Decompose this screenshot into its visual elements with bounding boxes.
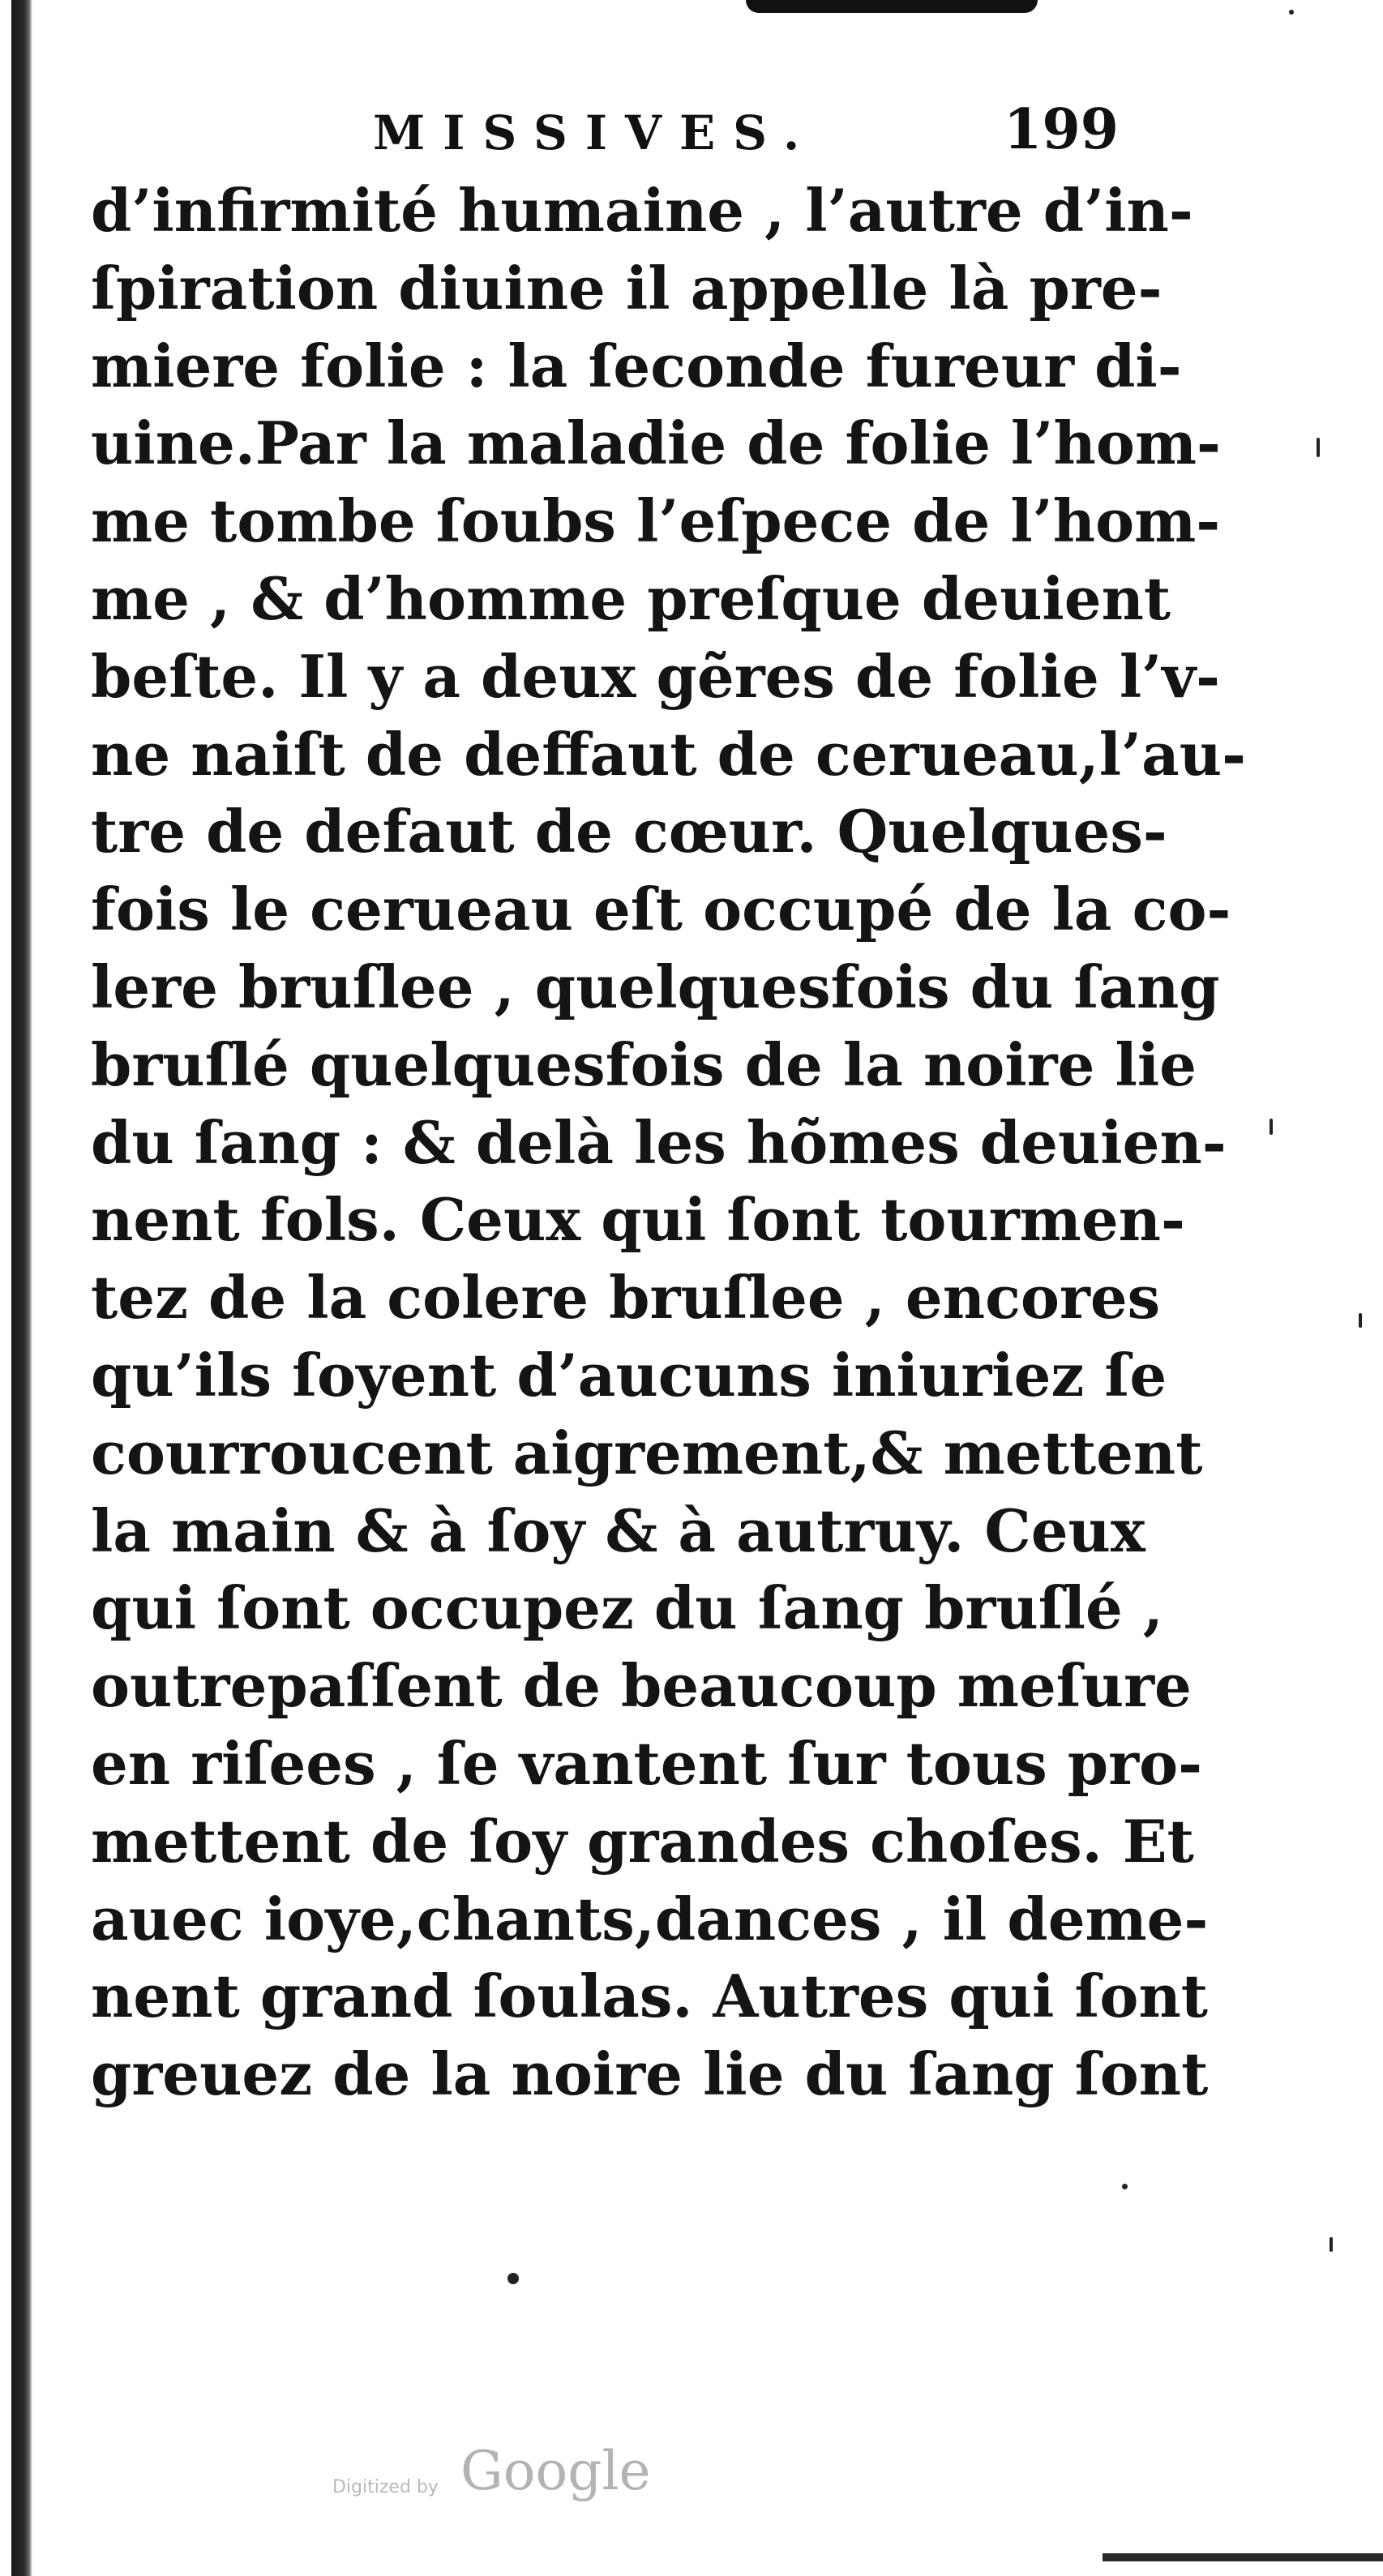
- text-line: bruſlé quelquesfois de la noire lie: [91, 1029, 1197, 1099]
- ink-speck: [1289, 10, 1294, 15]
- text-line: en riſees , ſe vantent ſur tous pro-: [91, 1728, 1202, 1798]
- text-line: nent grand ſoulas. Autres qui ſont: [91, 1962, 1209, 2031]
- text-line: tre de defaut de cœur. Quelques-: [91, 797, 1167, 867]
- text-line: la main & à ſoy & à autruy. Ceux: [91, 1496, 1145, 1565]
- page-header: [292, 97, 1119, 170]
- text-line: auec ioye,chants,dances , il deme-: [91, 1884, 1209, 1953]
- text-line: uine.Par la maladie de folie l’hom-: [91, 409, 1221, 478]
- text-line: mettent de ſoy grandes choſes. Et: [91, 1806, 1194, 1876]
- digitization-watermark: [332, 2440, 657, 2513]
- page-number: 199: [1004, 97, 1119, 162]
- ink-speck: [1329, 2237, 1333, 2252]
- ink-speck: [1270, 1119, 1273, 1135]
- text-line: d’infirmité humaine , l’autre d’in-: [91, 176, 1193, 245]
- text-line: me tombe ſoubs l’eſpece de l’hom-: [91, 486, 1221, 556]
- text-line: qu’ils ſoyent d’aucuns iniuriez ſe: [91, 1340, 1167, 1410]
- page-edge-shadow: [1103, 2553, 1383, 2561]
- binding-shadow: [11, 0, 32, 2576]
- text-line: fois le cerueau eſt occupé de la co-: [91, 875, 1231, 944]
- text-line: me , & d’homme preſque deuient: [91, 563, 1171, 633]
- text-line: nent fols. Ceux qui ſont tourmen-: [91, 1185, 1185, 1255]
- text-line: qui ſont occupez du ſang bruſlé ,: [91, 1573, 1163, 1643]
- text-line: ne naiſt de deffaut de cerueau,l’au-: [91, 719, 1246, 789]
- text-line: greuez de la noire lie du ſang ſont: [91, 2039, 1209, 2109]
- text-line: tez de la colere bruſlee , encores: [91, 1263, 1161, 1333]
- running-head: MISSIVES.: [373, 105, 818, 160]
- text-line: outrepaſſent de beaucoup meſure: [91, 1651, 1192, 1721]
- text-line: ſpiration diuine il appelle là pre-: [91, 253, 1162, 323]
- ink-speck: [1359, 1313, 1362, 1328]
- ink-speck: [507, 2273, 519, 2284]
- google-logo: Google: [460, 2440, 651, 2502]
- ink-blot: [746, 0, 1038, 13]
- digitized-by-label: Digitized by: [332, 2477, 439, 2497]
- text-line: du ſang : & delà les hõmes deuien-: [91, 1107, 1227, 1177]
- text-line: miere folie : la ſeconde fureur di-: [91, 331, 1182, 400]
- ink-speck: [1122, 2184, 1128, 2189]
- text-line: beſte. Il y a deux gẽres de folie l’v-: [91, 641, 1220, 711]
- ink-speck: [1317, 438, 1320, 457]
- text-line: lere bruſlee , quelquesfois du ſang: [91, 952, 1220, 1021]
- body-text: [91, 172, 1246, 2113]
- text-line: courroucent aigrement,& mettent: [91, 1418, 1203, 1487]
